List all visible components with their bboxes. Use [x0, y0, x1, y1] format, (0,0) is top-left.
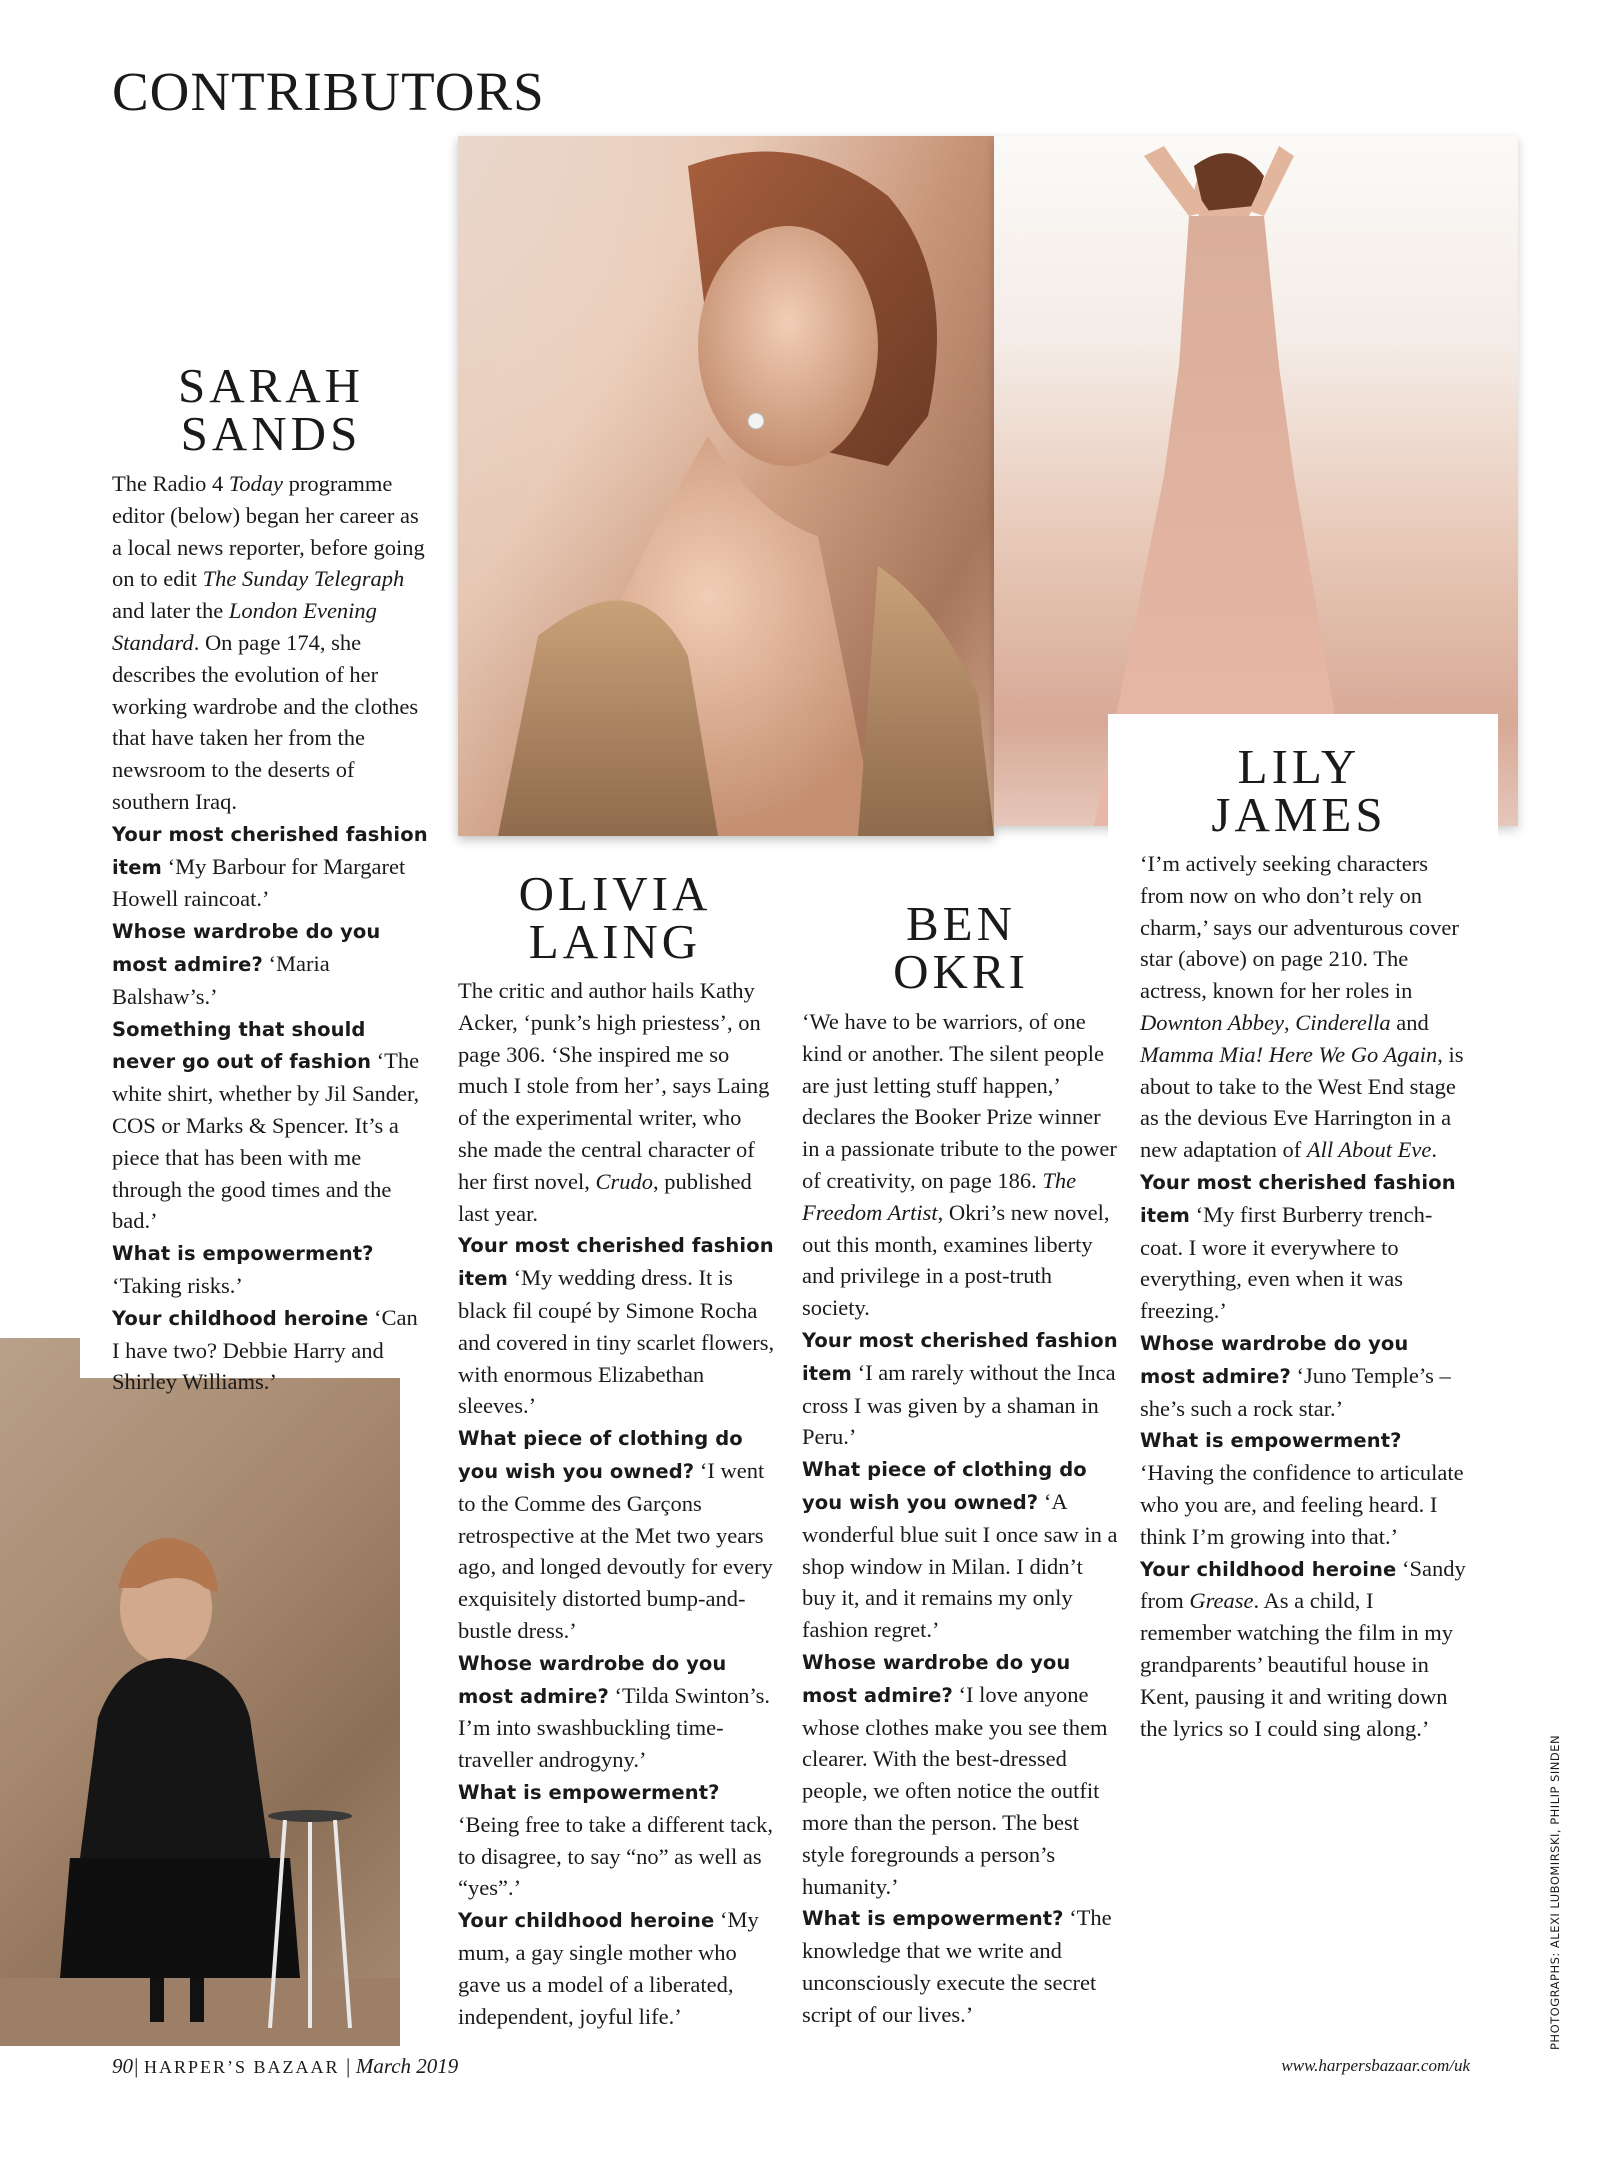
question-label: Whose wardrobe do you most admire? [458, 1651, 727, 1708]
answer-text: ‘The knowledge that we write and unconsciously execute the secret script of our lives.’ [802, 1905, 1112, 2027]
question-label: What is empowerment? [458, 1780, 720, 1804]
portrait-figure-illustration [458, 136, 994, 836]
sarah-sands-portrait-photo [0, 1338, 400, 2046]
qa-item [112, 1237, 430, 1302]
lily-james-text [1140, 848, 1470, 1744]
text-run: and later the [112, 598, 229, 624]
olivia-laing-name [456, 866, 774, 969]
text-run: , Okri’s new novel, out this month, examines liberty and privilege in a post-truth society. [802, 1199, 1110, 1321]
qa-item [112, 1013, 430, 1238]
qa-item [458, 1229, 776, 1422]
footer-separator: | [133, 2054, 139, 2078]
olivia-laing-portrait-photo [458, 136, 994, 836]
qa-item [458, 1904, 776, 2032]
olivia-laing-text [458, 975, 776, 2032]
qa-item [1140, 1327, 1470, 1424]
intro-paragraph [802, 1006, 1120, 1324]
intro-paragraph [458, 975, 776, 1229]
answer-text: ‘Tilda Swinton’s. I’m into swashbuckling time-traveller androgyny.’ [458, 1682, 770, 1773]
text-run: Downton Abbey [1140, 1009, 1284, 1035]
question-label: Your most cherished fashion item [802, 1328, 1118, 1385]
text-run: The critic and author hails Kathy Acker, ‘punk’s high priestess’, on page 306. ‘She inspired me so much I stole from her’, says Laing of the experimental writer, who she made the central character of her first novel, [458, 978, 770, 1194]
answer-text: ‘A wonderful blue suit I once saw in a shop window in Milan. I didn’t buy it, and it remains my only fashion regret.’ [802, 1488, 1118, 1643]
question-label: Your most cherished fashion item [1140, 1170, 1456, 1227]
text-run: The Radio 4 [112, 471, 229, 496]
text-run: London Evening Standard [112, 598, 377, 655]
answer-text: ‘Maria Balshaw’s.’ [112, 950, 330, 1009]
question-label: What piece of clothing do you wish you owned? [458, 1427, 743, 1483]
qa-item [802, 1453, 1120, 1646]
text-run: programme editor (below) began her career as a local news reporter, before going on to edit [112, 471, 425, 592]
answer-text: ‘Being free to take a different tack, to disagree, to say “no” as well as “yes”.’ [458, 1811, 774, 1901]
text-run: . [1431, 1137, 1438, 1163]
name-line: OLIVIA [518, 866, 712, 921]
answer-text: ‘I am rarely without the Inca cross I was given by a shaman in Peru.’ [802, 1359, 1116, 1450]
question-label: Whose wardrobe do you most admire? [112, 920, 381, 976]
website-url: www.harpersbazaar.com/uk [1281, 2056, 1470, 2075]
question-label: What is empowerment? [802, 1907, 1064, 1931]
answer-text: ‘Can I have two? Debbie Harry and Shirley Williams.’ [112, 1304, 418, 1395]
qa-item [112, 1302, 430, 1398]
answer-text: ‘Having the confidence to articulate who you are, and feeling heard. I think I’m growing into that.’ [1140, 1460, 1464, 1549]
text-run: ‘We have to be warriors, of one kind or another. The silent people are just letting stuff happen,’ declares the Booker Prize winner in a passionate tribute to the power of creativity, on page 186. [802, 1009, 1117, 1193]
question-label: Your childhood heroine [458, 1909, 715, 1933]
seated-figure-illustration [0, 1338, 400, 2046]
answer-italic: Grease [1189, 1588, 1254, 1614]
ben-okri-text [802, 1006, 1120, 2031]
footer-left [112, 2054, 458, 2079]
qa-item [802, 1646, 1120, 1902]
answer-text: ‘I love anyone whose clothes make you see them clearer. With the best-dressed people, we often notice the outfit more than the person. The best style foregrounds a person’s humanity.’ [802, 1681, 1108, 1899]
magazine-name: HARPER’S BAZAAR [144, 2057, 340, 2077]
answer-text: ‘My first Burberry trench-coat. I wore it everywhere to everything, even when it was freezing.’ [1140, 1201, 1433, 1324]
text-run: The Freedom Artist [802, 1167, 1077, 1225]
ben-okri-name [802, 896, 1120, 999]
question-label: Your childhood heroine [112, 1306, 369, 1330]
name-line: SANDS [180, 406, 362, 461]
name-line: OKRI [893, 944, 1029, 999]
lily-james-name [1140, 739, 1458, 842]
name-line: JAMES [1211, 787, 1387, 842]
photo-credit: PHOTOGRAPHS: ALEXI LUBOMIRSKI, PHILIP SINDEN [1548, 1734, 1562, 2050]
text-run: Crudo [595, 1168, 653, 1194]
page-title: CONTRIBUTORS [112, 61, 545, 122]
intro-paragraph [1140, 848, 1470, 1166]
qa-item [1140, 1553, 1470, 1745]
qa-item [458, 1776, 776, 1904]
answer-text: ‘My mum, a gay single mother who gave us a model of a liberated, independent, joyful life.’ [458, 1907, 759, 2029]
issue-date: March 2019 [355, 2054, 459, 2078]
qa-item [802, 1324, 1120, 1453]
question-label: Whose wardrobe do you most admire? [1140, 1331, 1409, 1388]
page-number: 90 [112, 2054, 133, 2078]
qa-item [1140, 1424, 1470, 1552]
text-run: Mamma Mia! Here We Go Again [1140, 1041, 1438, 1067]
name-line: SARAH [177, 358, 365, 413]
answer-text: ‘Juno Temple’s – she’s such a rock star.’ [1140, 1362, 1451, 1421]
question-label: What is empowerment? [112, 1242, 374, 1266]
name-line: LAING [528, 914, 702, 969]
answer-text: ‘I went to the Comme des Garçons retrospective at the Met two years ago, and longed devoutly for every exquisitely distorted bump-and-bustle dress.’ [458, 1457, 773, 1643]
text-run: All About Eve [1306, 1137, 1432, 1163]
footer-separator: | [344, 2054, 351, 2078]
answer-text: ‘Sandy from [1140, 1555, 1466, 1614]
answer-text: ‘My wedding dress. It is black fil coupé by Simone Rocha and covered in tiny scarlet flowers, with enormous Elizabethan sleeves.’ [458, 1265, 775, 1419]
question-label: What is empowerment? [1140, 1429, 1402, 1453]
question-label: What piece of clothing do you wish you owned? [802, 1458, 1087, 1514]
qa-item [112, 915, 430, 1012]
text-run: The Sunday Telegraph [202, 566, 405, 592]
question-label: Something that should never go out of fashion [112, 1017, 372, 1074]
intro-paragraph [112, 468, 430, 818]
answer-text: ‘My Barbour for Margaret Howell raincoat.’ [112, 853, 406, 912]
question-label: Your most cherished fashion item [458, 1234, 774, 1291]
text-run: ‘I’m actively seeking characters from now on who don’t rely on charm,’ says our adventurous cover star (above) on page 210. The actress, known for her roles in [1140, 851, 1459, 1004]
text-run: , is about to take to the West End stage as the devious Eve Harrington in a new adaptation of [1140, 1041, 1464, 1163]
text-run: . On page 174, she describes the evolution of her working wardrobe and the clothes that have taken her from the newsroom to the deserts of southern Iraq. [112, 629, 419, 814]
question-label: Your childhood heroine [1140, 1557, 1397, 1581]
answer-tail: . As a child, I remember watching the film in my grandparents’ beautiful house in Kent, pausing it and writing down the lyrics so I could sing along.’ [1140, 1588, 1454, 1741]
qa-item [112, 818, 430, 915]
text-run: , published last year. [458, 1168, 752, 1226]
text-run: , [1283, 1009, 1296, 1035]
name-line: LILY [1237, 739, 1361, 794]
qa-item [458, 1422, 776, 1647]
answer-text: ‘Taking risks.’ [112, 1272, 243, 1298]
question-label: Your most cherished fashion item [112, 822, 428, 879]
qa-item [458, 1647, 776, 1776]
sarah-sands-text [112, 468, 430, 1398]
qa-item [802, 1902, 1120, 2030]
name-line: BEN [906, 896, 1016, 951]
qa-item [1140, 1166, 1470, 1327]
text-run: Today [228, 471, 284, 496]
question-label: Whose wardrobe do you most admire? [802, 1650, 1071, 1707]
text-run: and [1390, 1009, 1429, 1035]
sarah-sands-name [112, 358, 430, 461]
answer-text: ‘The white shirt, whether by Jil Sander, COS or Marks & Spencer. It’s a piece that has been with me through the good times and the bad.’ [112, 1048, 420, 1234]
text-run: Cinderella [1295, 1009, 1391, 1035]
